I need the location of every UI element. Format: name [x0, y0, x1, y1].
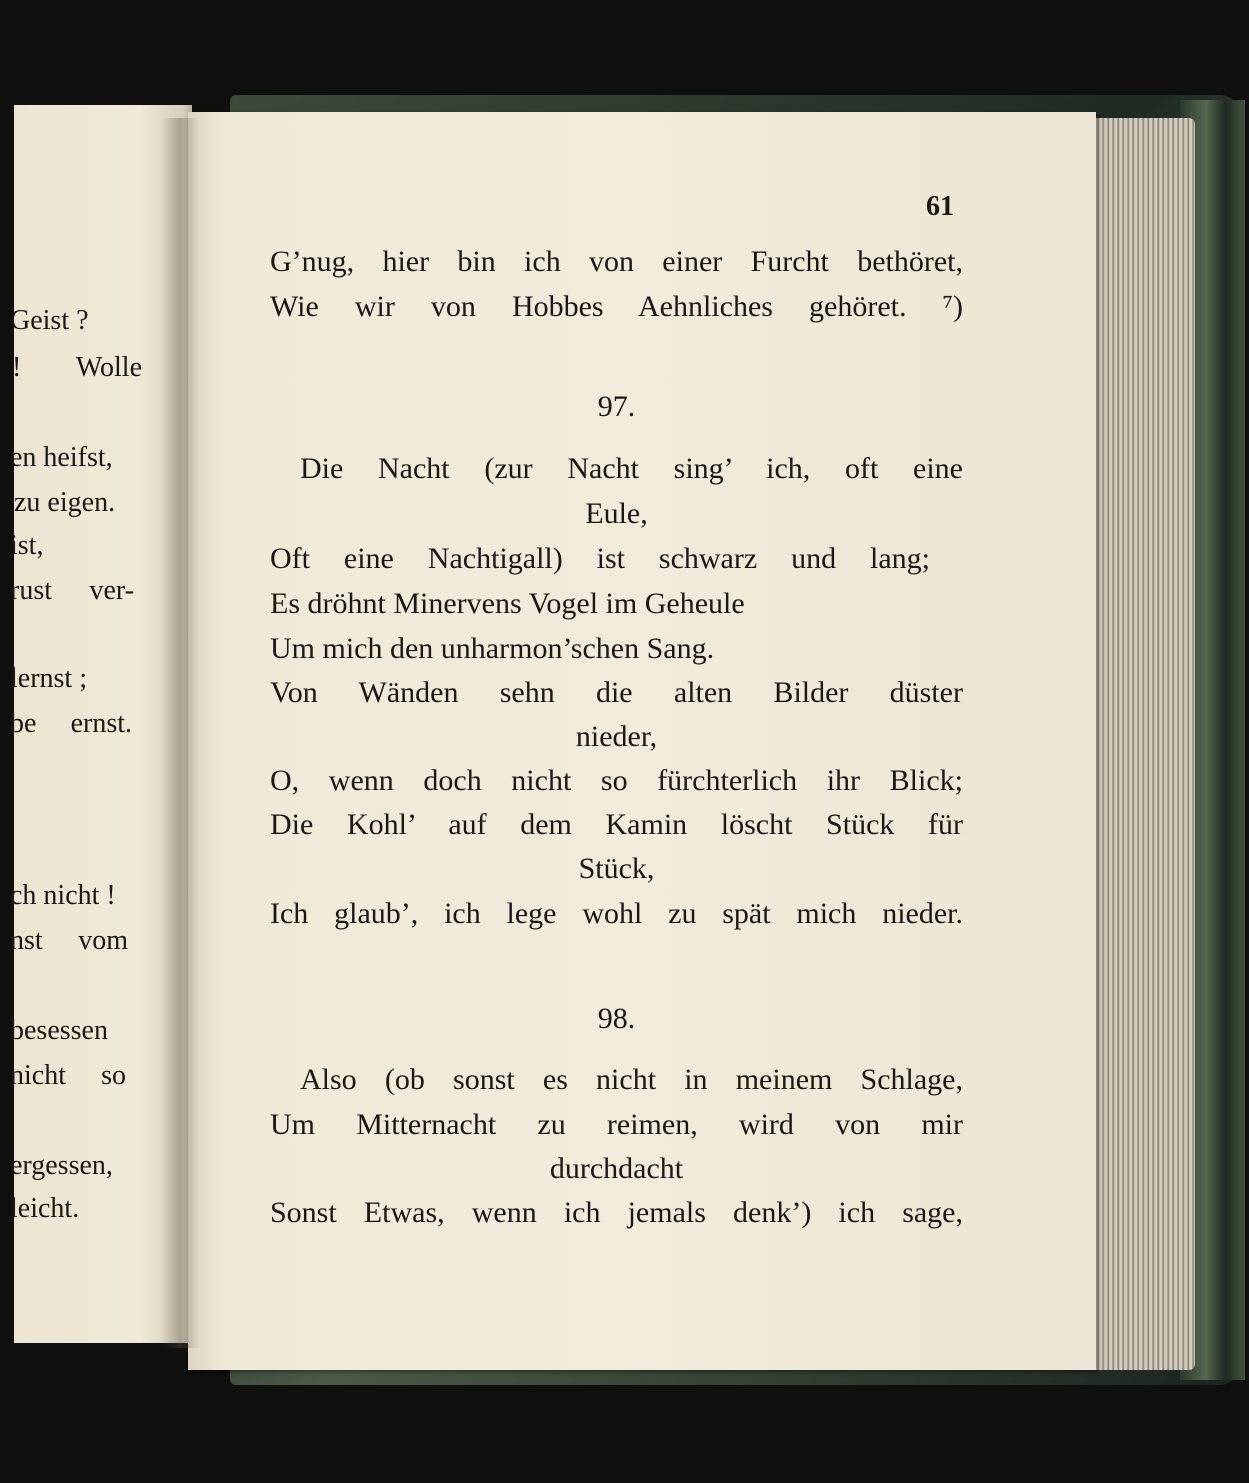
verse-line-continuation: Eule,	[585, 497, 648, 530]
left-fragment: lernst ;	[10, 663, 87, 694]
stanza-number: 97.	[597, 390, 636, 423]
verse-line: Um mich den unharmon’schen Sang.	[270, 632, 715, 665]
verse-line: Die Kohl’ auf dem Kamin löscht Stück für	[270, 808, 963, 841]
left-fragment: ch nicht !	[10, 880, 116, 911]
verse-line-continuation: durchdacht	[549, 1152, 684, 1185]
left-fragment: ist,	[10, 530, 44, 561]
verse-line: G’nug, hier bin ich von einer Furcht bethöret,	[270, 245, 963, 278]
left-fragment: Geist ?	[10, 305, 89, 336]
left-fragment: ergessen,	[10, 1150, 113, 1181]
verse-line: Es dröhnt Minervens Vogel im Geheule	[270, 587, 745, 620]
left-fragment: besessen	[10, 1015, 108, 1046]
verse-line-continuation: Stück,	[578, 852, 655, 885]
verse-line: Ich glaub’, ich lege wohl zu spät mich nieder.	[270, 897, 963, 930]
stanza-number: 98.	[597, 1002, 636, 1035]
verse-line: Sonst Etwas, wenn ich jemals denk’) ich sage,	[270, 1196, 963, 1229]
left-fragment: nicht so	[10, 1060, 126, 1091]
left-fragment: zu eigen.	[14, 487, 116, 518]
left-fragment: en heifst,	[10, 442, 113, 473]
verse-line: Oft eine Nachtigall) ist schwarz und lang;	[270, 542, 930, 575]
verse-line: Also (ob sonst es nicht in meinem Schlage,	[300, 1063, 963, 1096]
book-gutter	[160, 118, 200, 1348]
verse-line-continuation: nieder,	[575, 720, 658, 753]
left-fragment: leicht.	[10, 1193, 80, 1224]
left-fragment: be ernst.	[10, 708, 132, 739]
page-number: 61	[926, 191, 954, 222]
left-fragment: nst vom	[10, 925, 128, 956]
verse-line: O, wenn doch nicht so fürchterlich ihr Blick;	[270, 764, 963, 797]
verse-line: Von Wänden sehn die alten Bilder düster	[270, 676, 963, 709]
verse-line: Die Nacht (zur Nacht sing’ ich, oft eine	[300, 452, 963, 485]
page-edges	[1090, 118, 1195, 1370]
verse-line: Um Mitternacht zu reimen, wird von mir	[270, 1108, 963, 1141]
left-fragment: ! Wolle	[12, 352, 142, 383]
verse-line: Wie wir von Hobbes Aehnliches gehöret. ⁷)	[270, 290, 963, 323]
left-fragment: rust ver-	[10, 575, 134, 606]
